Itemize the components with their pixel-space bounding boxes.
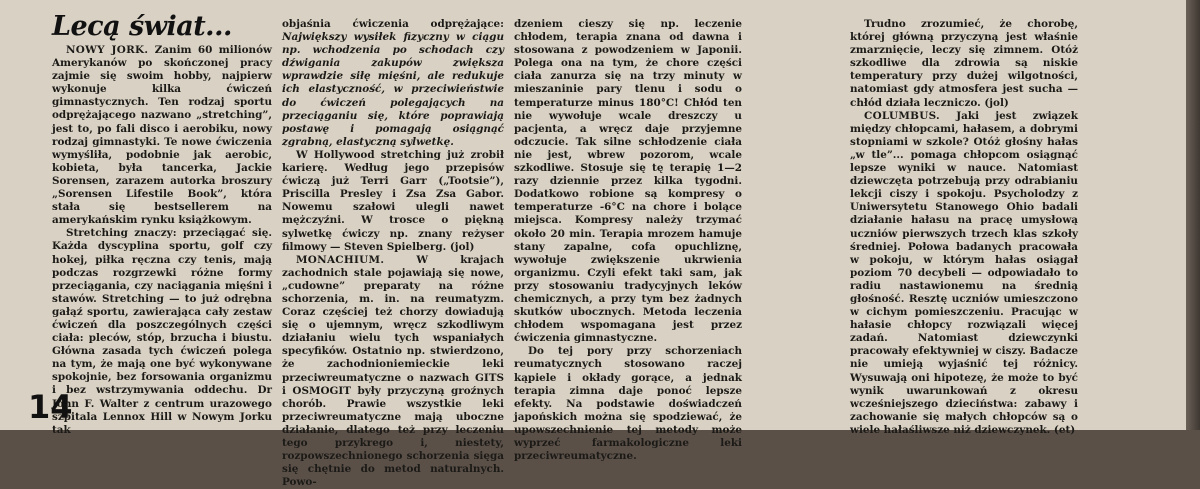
paragraph-text: Zanim 60 milionów Amerykanów po skończonej pracy zajmie się swoim hobby, najpierw wykonuje kilka ćwiczeń gimnastycznych. Ten rodzaj sportu odprężającego nazwano „stretching”, jest to, po fali disco i aerobiku, nowy rodzaj gimnastyki. Te nowe ćwiczenia wymyśliła, podobnie jak aerobic, kobieta, była tancerka, Jackie Sorensen, zarazem autorka broszury „Sorensen Lifestile Book”, która stała się bestsellerem na amerykańskim rynku książkowym. <box>52 44 272 227</box>
column-3 <box>514 18 742 463</box>
paragraph-text: dzeniem cieszy się np. leczenie chłodem, terapia znana od dawna i stosowana z powodzeniem w Japonii. Polega ona na tym, że chore części ciała zanurza się na trzy minuty w mieszaninie pary tlenu i sodu o temperaturze minus 180°C! Chłód ten nie wywołuje wcale dreszczy u pacjenta, a wręcz daje przyjemne odczucie. Tak silne schłodzenie ciała nie jest, wbrew pozorom, wcale szkodliwe. Stosuje się tę terapię 1—2 razy dziennie przez kilka tygodni. Dodatkowo robione są kompresy o temperaturze -6°C na chore i bolące miejsca. Kompresy należy trzymać około 20 min. Terapia mrozem hamuje stany zapalne, cofa opuchliznę, wywołuje zwiększenie ukrwienia organizmu. Czyli efekt taki sam, jak przy stosowaniu tradycyjnych leków chemicznych, a przy tym bez żadnych skutków ubocznych. Metoda leczenia chłodem wspomagana jest przez ćwiczenia gimnastyczne. <box>514 18 742 345</box>
paragraph <box>850 110 1078 437</box>
paragraph <box>282 254 504 489</box>
paragraph <box>282 149 504 254</box>
paragraph-text: W Hollywood stretching już zrobił karierę. Według jego przepisów ćwiczą już Terri Garr („Tootsie”), Priscilla Presley i Zsa Zsa Gabor. Nowemu szałowi ulegli nawet mężczyźni. W trosce o piękną sylwetkę ćwiczy np. znany reżyser filmowy — Steven Spielberg. (jol) <box>282 148 504 253</box>
page-number: 14 <box>28 388 73 426</box>
column-2 <box>282 18 504 489</box>
page-edge <box>1186 0 1200 430</box>
paragraph <box>282 18 504 149</box>
paragraph-text: objaśnia ćwiczenia odprężające: <box>282 18 504 30</box>
column-1 <box>52 12 272 437</box>
paragraph-text: Jaki jest związek między chłopcami, hałasem, a dobrymi stopniami w szkole? Otóż głośny hałas „w tle”... pomaga chłopcom osiągnąć lepsze wyniki w nauce. Natomiast dziewczęta potrzebują przy odrabianiu lekcji ciszy i spokoju. Psycholodzy z Uniwersytetu Stanowego Ohio badali działanie hałasu na pracę umysłową uczniów pierwszych trzech klas szkoły średniej. Połowa badanych pracowała w pokoju, w którym hałas osiągał poziom 70 decybeli — odpowiadało to radiu nastawionemu na średnią głośność. Resztę uczniów umieszczono w cichym pomieszczeniu. Pracując w hałasie chłopcy rozwiązali więcej zadań. Natomiast dziewczynki pracowały efektywniej w ciszy. Badacze nie umieją wyjaśnić tej różnicy. Wysuwają oni hipotezę, że może to być wynik uwarunkowań z okresu wcześniejszego dzieciństwa: zabawy i zachowanie się małych chłopców są o wiele hałaśliwsze niż dziewczynek. (et) <box>850 109 1078 436</box>
dateline: MONACHIUM. <box>296 253 385 266</box>
paragraph <box>52 44 272 227</box>
paragraph <box>514 345 742 463</box>
dateline: COLUMBUS. <box>864 109 940 122</box>
paragraph-text: Stretching znaczy: przeciągać się. Każda dyscyplina sportu, golf czy hokej, piłka ręczna czy tenis, mają podczas rozgrzewki różne formy przeciągania, czy naciągania mięśni i stawów. Stretching — to już odrębna gałąź sportu, zawierająca cały zestaw ćwiczeń dla poszczególnych części ciała: pleców, stóp, brzucha i biustu. Główna zasada tych ćwiczeń polega na tym, że mają one być wykonywane spokojnie, bez forsowania organizmu i bez wstrzymywania oddechu. Dr John F. Walter z centrum urazowego szpitala Lennox Hill w Nowym Jorku tak <box>52 227 272 436</box>
paragraph <box>850 18 1078 110</box>
paragraph <box>514 18 742 345</box>
paragraph-text: W krajach zachodnich stale pojawiają się nowe, „cudowne” preparaty na różne schorzenia, m. in. na reumatyzm. Coraz częściej też chorzy dowiadują się o ujemnym, wręcz szkodliwym działaniu wielu tych wspaniałych specyfików. Ostatnio np. stwierdzono, że zachodnioniemieckie leki przeciwreumatyczne o nazwach GITS i OSMOGIT były przyczyną groźnych chorób. Prawie wszystkie leki przeciwreumatyczne mają uboczne działanie, dlatego też przy leczeniu tego przykrego i, niestety, rozpowszechnionego schorzenia sięga się chętnie do metod naturalnych. Powo- <box>282 253 504 489</box>
paragraph-text: Trudno zrozumieć, że chorobę, której główną przyczyną jest właśnie zmarznięcie, leczy się zimnem. Otóż szkodliwe dla zdrowia są niskie temperatury przy dużej wilgotności, natomiast gdy atmosfera jest sucha — chłód działa leczniczo. (jol) <box>850 18 1078 109</box>
column-4 <box>850 18 1078 437</box>
dateline: NOWY JORK. <box>66 44 149 56</box>
paragraph <box>52 227 272 437</box>
article-title: Lecą świat... <box>52 11 232 42</box>
quote-text: Największy wysiłek fizyczny w ciągu np. wchodzenia po schodach czy dźwigania zakupów zwiększa wprawdzie siłę mięśni, ale redukuje ich elastyczność, w przeciwieństwie do ćwiczeń polegających na przeciąganiu się, które poprawiają postawę i pomagają osiągnąć zgrabną, elastyczną sylwetkę. <box>282 31 504 148</box>
paragraph-text: Do tej pory przy schorzeniach reumatycznych stosowano raczej kąpiele i okłady gorące, a jednak terapia zimna daje ponoć lepsze efekty. Na podstawie doświadczeń japońskich można się spodziewać, że upowszechnienie tej metody może wyprzeć farmakologiczne leki przeciwreumatyczne. <box>514 345 742 463</box>
